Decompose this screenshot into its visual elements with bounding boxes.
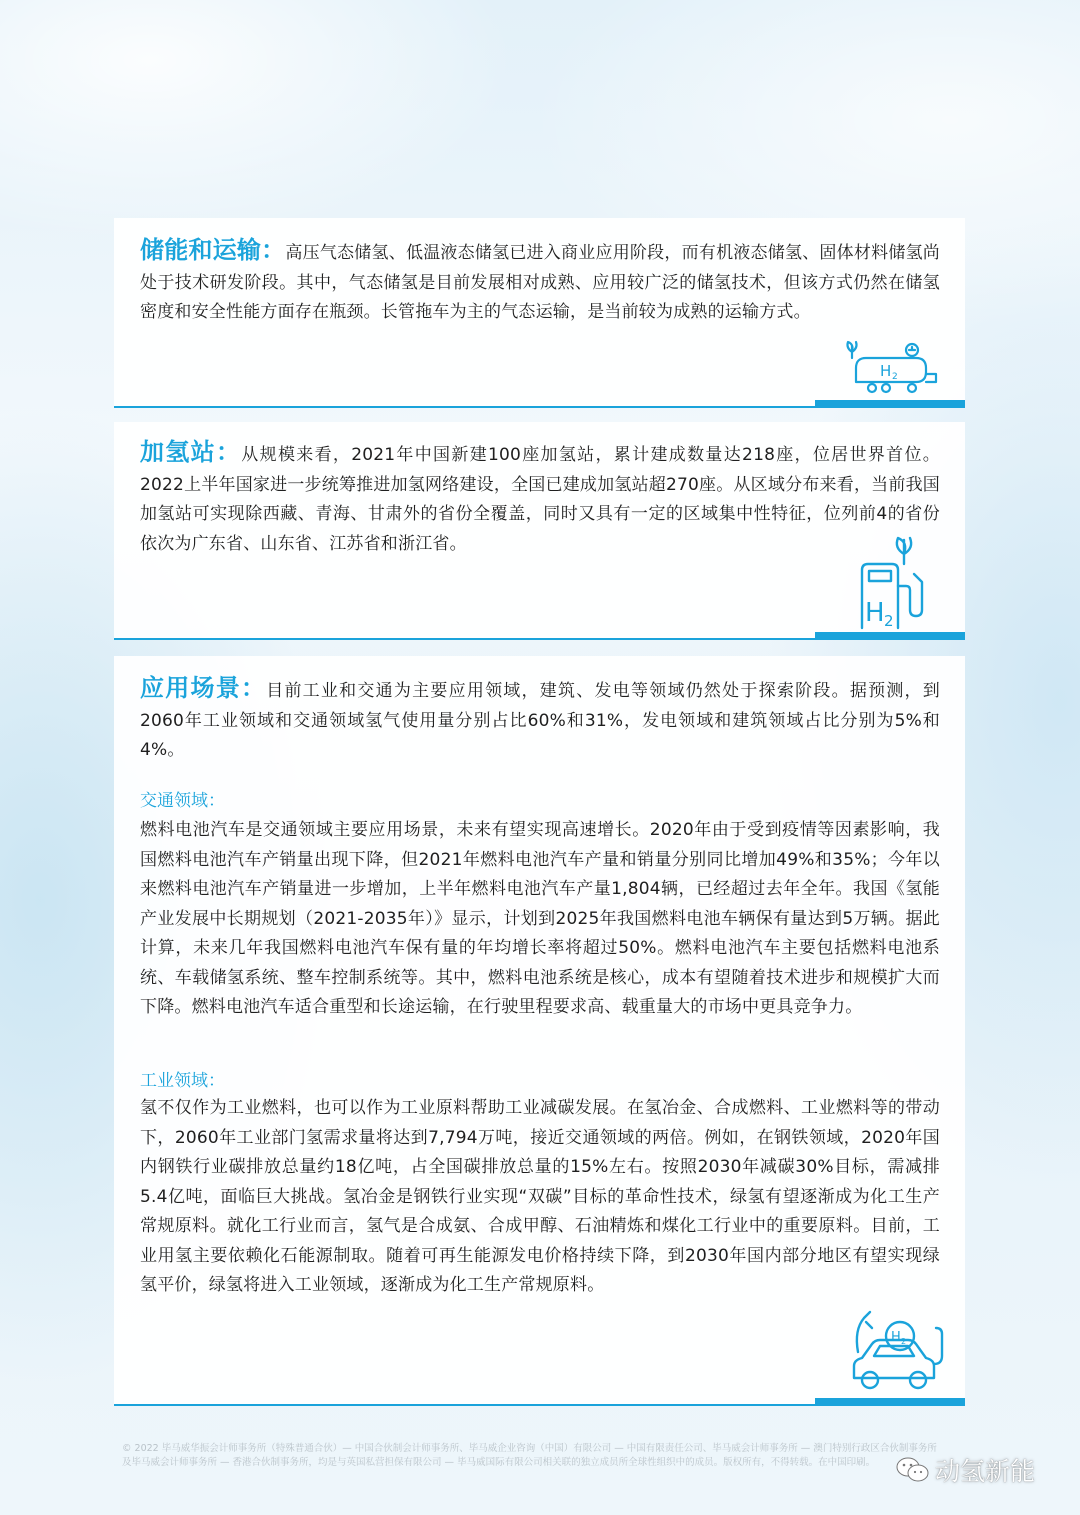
storage-paragraph (140, 236, 940, 328)
storage-transport-panel (114, 218, 965, 408)
application-divider-accent (815, 1398, 965, 1406)
station-paragraph (140, 438, 940, 559)
copyright-line-1: © 2022 毕马威华振会计师事务所（特殊普通合伙）— 中国合伙制会计师事务所、毕马威企业咨询（中国）有限公司 — 中国有限责任公司、毕马威会计师事务所 — 澳门特别行政区合伙制事务所 (122, 1443, 937, 1454)
station-heading: 加氢站： (140, 438, 242, 466)
hydrogen-tank-truck-icon (842, 338, 942, 398)
storage-text: 高压气态储氢、低温液态储氢已进入商业应用阶段，而有机液态储氢、固体材料储氢尚处于技术研发阶段。其中，气态储氢是目前发展相对成熟、应用较广泛的储氢技术，但该方式仍然在储氢密度和安全性能方面存在瓶颈。长管拖车为主的气态运输，是当前较为成熟的运输方式。 (140, 243, 940, 322)
svg-text:H: H (880, 362, 892, 380)
storage-divider-accent (815, 400, 965, 408)
hydrogen-station-panel (114, 422, 965, 640)
hydrogen-pump-icon (856, 534, 928, 632)
application-heading: 应用场景： (140, 674, 267, 702)
industry-subheading: 工业领域： (140, 1071, 225, 1091)
industry-paragraph: 氢不仅作为工业燃料，也可以作为工业原料帮助工业减碳发展。在氢冶金、合成燃料、工业燃料等的带动下，2060年工业部门氢需求量将达到7,794万吨，接近交通领域的两倍。例如，在钢铁领域，2020年国内钢铁行业碳排放总量约18亿吨，占全国碳排放总量的15%左右。按照2030年减碳30%目标，需减排5.4亿吨，面临巨大挑战。氢冶金是钢铁行业实现“双碳”目标的革命性技术，绿氢有望逐渐成为化工生产常规原料。就化工行业而言，氢气是合成氨、合成甲醇、石油精炼和煤化工行业中的重要原料。目前，工业用氢主要依赖化石能源制取。随着可再生能源发电价格持续下降，到2030年国内部分地区有望实现绿氢平价，绿氢将进入工业领域，逐渐成为化工生产常规原料。 (140, 1098, 940, 1295)
watermark-text: 动氢新能 (935, 1457, 1036, 1486)
svg-text:H: H (865, 598, 885, 628)
copyright-line-2: 及毕马威会计师事务所 — 香港合伙制事务所，均是与英国私营担保有限公司 — 毕马威国际有限公司相关联的独立成员所全球性组织中的成员。版权所有，不得转载。在中国印刷。 (122, 1457, 876, 1468)
storage-heading: 储能和运输： (140, 236, 286, 264)
hydrogen-car-icon (844, 1308, 944, 1396)
application-panel (114, 656, 965, 1406)
svg-text:2: 2 (901, 1337, 907, 1346)
station-divider-accent (815, 632, 965, 640)
wechat-icon (895, 1456, 929, 1484)
svg-text:2: 2 (884, 612, 894, 630)
copyright-footer (122, 1442, 972, 1470)
wechat-watermark (895, 1455, 1035, 1485)
svg-text:2: 2 (892, 372, 898, 382)
transport-subheading: 交通领域： (140, 791, 225, 811)
svg-text:H: H (891, 1330, 901, 1345)
application-paragraph (140, 674, 940, 766)
application-text: 目前工业和交通为主要应用领域，建筑、发电等领域仍然处于探索阶段。据预测，到2060年工业领域和交通领域氢气使用量分别占比60%和31%，发电领域和建筑领域占比分别为5%和4%。 (140, 681, 941, 760)
station-text: 从规模来看，2021年中国新建100座加氢站，累计建成数量达218座，位居世界首位。2022上半年国家进一步统筹推进加氢网络建设，全国已建成加氢站超270座。从区域分布来看，当前我国加氢站可实现除西藏、青海、甘肃外的省份全覆盖，同时又具有一定的区域集中性特征，位列前4的省份依次为广东省、山东省、江苏省和浙江省。 (140, 445, 940, 554)
transport-paragraph: 燃料电池汽车是交通领域主要应用场景，未来有望实现高速增长。2020年由于受到疫情等因素影响，我国燃料电池汽车产销量出现下降，但2021年燃料电池汽车产量和销量分别同比增加49%和35%；今年以来燃料电池汽车产销量进一步增加，上半年燃料电池汽车产量1,804辆，已经超过去年全年。我国《氢能产业发展中长期规划（2021-2035年）》显示，计划到2025年我国燃料电池车辆保有量达到5万辆。据此计算，未来几年我国燃料电池汽车保有量的年均增长率将超过50%。燃料电池汽车主要包括燃料电池系统、车载储氢系统、整车控制系统等。其中，燃料电池系统是核心，成本有望随着技术进步和规模扩大而下降。燃料电池汽车适合重型和长途运输，在行驶里程要求高、载重量大的市场中更具竞争力。 (140, 820, 940, 1017)
